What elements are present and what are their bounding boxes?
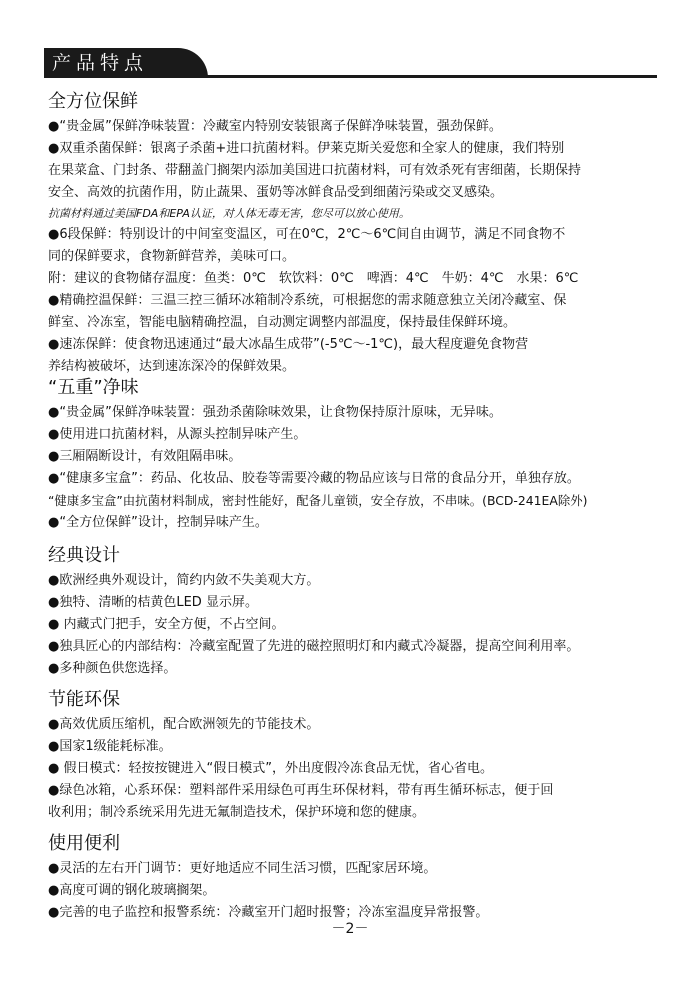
text-line: ●6段保鲜：特别设计的中间室变温区，可在0℃，2℃～6℃间自由调节，满足不同食物不 xyxy=(48,227,566,242)
text-line: 在果菜盒、门封条、带翻盖门搁架内添加美国进口抗菌材料，可有效杀死有害细菌，长期保持 xyxy=(48,163,582,178)
section-odor-removal xyxy=(48,376,658,534)
page-number: －2－ xyxy=(331,921,369,937)
text-line: ●多种颜色供您选择。 xyxy=(48,661,177,676)
text-line: ●灵活的左右开门调节：更好地适应不同生活习惯，匹配家居环境。 xyxy=(48,861,437,876)
text-line: “健康多宝盒”由抗菌材料制成，密封性能好，配备儿童锁，安全存放，不串味。(BCD-241EA除外) xyxy=(48,493,588,508)
text-line: ● 假日模式：轻按按键进入“假日模式”，外出度假冷冻食品无忧，省心省电。 xyxy=(48,761,493,776)
banner-title: 产品特点 xyxy=(44,48,166,78)
section-title: 全方位保鲜 xyxy=(48,91,138,112)
text-line: ●完善的电子监控和报警系统：冷藏室开门超时报警；冷冻室温度异常报警。 xyxy=(48,905,489,920)
certification-note: 抗菌材料通过美国FDA和EPA认证，对人体无毒无害，您尽可以放心使用。 xyxy=(48,207,410,220)
text-line: ●使用进口抗菌材料，从源头控制异味产生。 xyxy=(48,427,307,442)
section-convenience xyxy=(48,832,658,924)
section-classic-design xyxy=(48,544,658,680)
text-line: ●精确控温保鲜：三温三控三循环冰箱制冷系统，可根据您的需求随意独立关闭冷藏室、保 xyxy=(48,293,567,308)
text-line: ●国家1级能耗标准。 xyxy=(48,739,172,754)
text-line: 收利用；制冷系统采用先进无氟制造技术，保护环境和您的健康。 xyxy=(48,805,426,820)
text-line: ●速冻保鲜：使食物迅速通过“最大冰晶生成带”(-5℃～-1℃)，最大程度避免食物营 xyxy=(48,337,529,352)
text-line: ●“健康多宝盒”：药品、化妆品、胶卷等需要冷藏的物品应该与日常的食品分开，单独存放。 xyxy=(48,471,580,486)
text-line: 安全、高效的抗菌作用，防止蔬果、蛋奶等冰鲜食品受到细菌污染或交叉感染。 xyxy=(48,185,504,200)
text-line: ●三厢隔断设计，有效阻隔串味。 xyxy=(48,449,242,464)
text-line: ●独具匠心的内部结构：冷藏室配置了先进的磁控照明灯和内藏式冷凝器，提高空间利用率。 xyxy=(48,639,580,654)
storage-temperature-line: 附：建议的食物储存温度：鱼类：0℃ 软饮料：0℃ 啤酒：4℃ 牛奶：4℃ 水果：6℃ xyxy=(48,271,579,286)
section-title: 经典设计 xyxy=(48,545,120,566)
banner-tab-curve xyxy=(162,48,208,78)
section-energy-saving xyxy=(48,688,658,824)
text-line: ● 内藏式门把手，安全方便，不占空间。 xyxy=(48,617,285,632)
text-line: 同的保鲜要求，食物新鲜营养，美味可口。 xyxy=(48,249,296,264)
text-line: 养结构被破坏，达到速冻深冷的保鲜效果。 xyxy=(48,359,296,374)
text-line: ●绿色冰箱，心系环保：塑料部件采用绿色可再生环保材料，带有再生循环标志，便于回 xyxy=(48,783,554,798)
text-line: ●独特、清晰的桔黄色LED 显示屏。 xyxy=(48,595,258,610)
section-banner xyxy=(44,48,657,78)
text-line: 鲜室、冷冻室，智能电脑精确控温，自动测定调整内部温度，保持最佳保鲜环境。 xyxy=(48,315,517,330)
text-line: ●“全方位保鲜”设计，控制异味产生。 xyxy=(48,515,268,530)
section-title: “五重”净味 xyxy=(48,377,139,398)
text-line: ●高度可调的钢化玻璃搁架。 xyxy=(48,883,216,898)
banner-rule xyxy=(44,75,657,78)
section-title: 节能环保 xyxy=(48,689,120,710)
text-line: ●“贵金属”保鲜净味装置：强劲杀菌除味效果，让食物保持原汁原味，无异味。 xyxy=(48,405,502,420)
text-line: ●双重杀菌保鲜：银离子杀菌+进口抗菌材料。伊莱克斯关爱您和全家人的健康，我们特别 xyxy=(48,141,565,156)
section-all-round-freshness xyxy=(48,90,658,378)
text-line: ●“贵金属”保鲜净味装置：冷藏室内特别安装银离子保鲜净味装置，强劲保鲜。 xyxy=(48,119,502,134)
section-title: 使用便利 xyxy=(48,833,120,854)
text-line: ●欧洲经典外观设计，简约内敛不失美观大方。 xyxy=(48,573,320,588)
text-line: ●高效优质压缩机，配合欧洲领先的节能技术。 xyxy=(48,717,320,732)
